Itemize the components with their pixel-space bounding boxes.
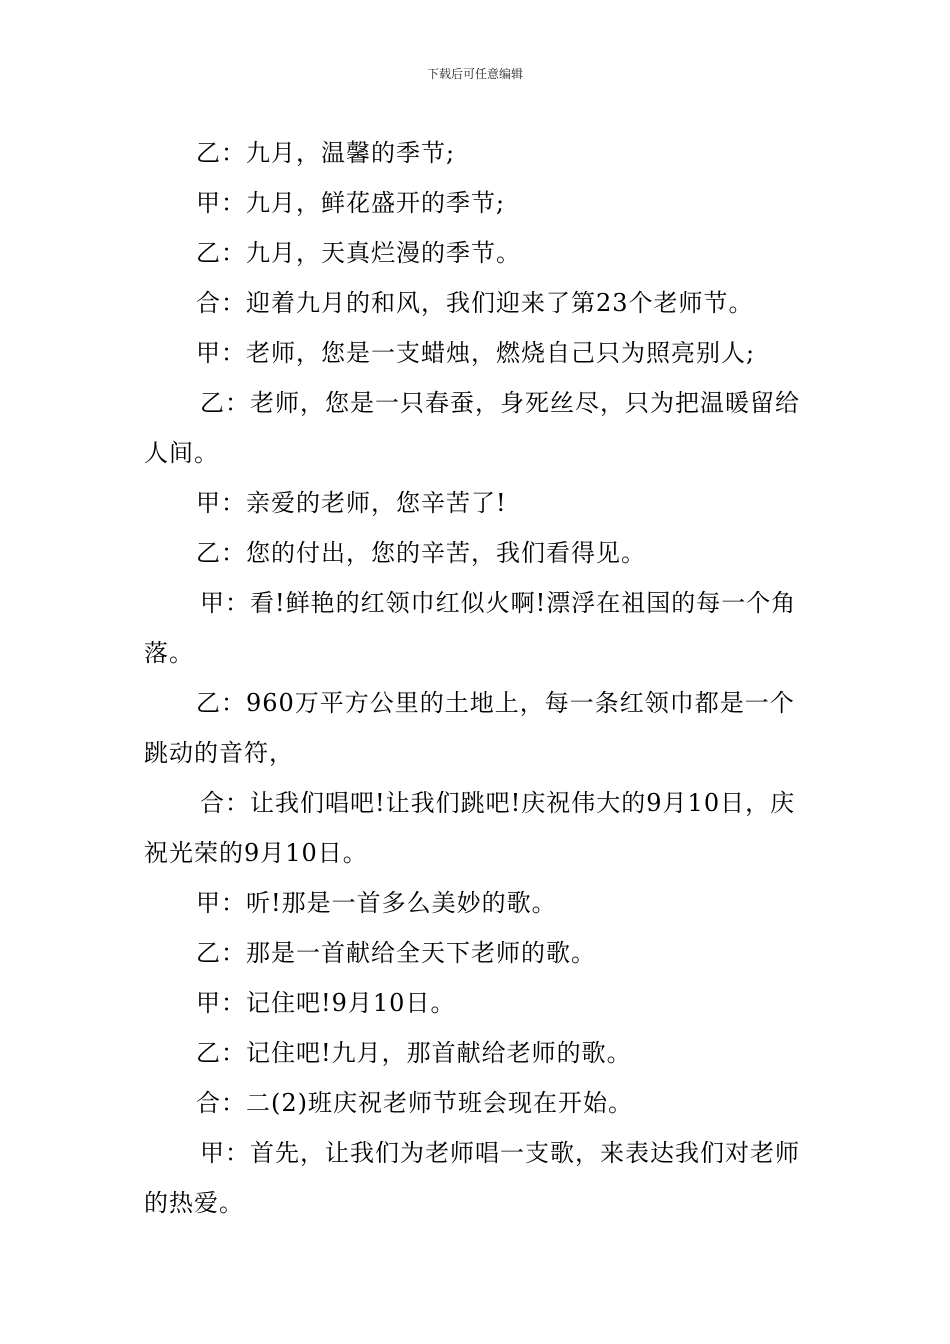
dialogue-line: 甲：亲爱的老师，您辛苦了!: [196, 489, 507, 517]
dialogue-line: 甲：看!鲜艳的红领巾红似火啊!漂浮在祖国的每一个角落。: [144, 589, 797, 667]
dialogue-line: 乙：您的付出，您的辛苦，我们看得见。: [196, 539, 646, 567]
dialogue-line: 甲：听!那是一首多么美妙的歌。: [196, 889, 557, 917]
dialogue-line: 乙：960万平方公里的土地上，每一条红领巾都是一个跳动的音符，: [144, 689, 795, 767]
dialogue-line: 合：迎着九月的和风，我们迎来了第23个老师节。: [196, 289, 754, 317]
header-note: 下载后可任意编辑: [426, 67, 523, 81]
dialogue-line: 甲：记住吧!9月10日。: [196, 989, 456, 1017]
dialogue-line: 合：二(2)班庆祝老师节班会现在开始。: [196, 1089, 633, 1117]
dialogue-line: 乙：那是一首献给全天下老师的歌。: [196, 939, 596, 967]
dialogue-line: 甲：九月，鲜花盛开的季节;: [196, 189, 506, 217]
dialogue-line: 甲：首先，让我们为老师唱一支歌，来表达我们对老师的热爱。: [144, 1139, 800, 1217]
dialogue-line: 合：让我们唱吧!让我们跳吧!庆祝伟大的9月10日，庆祝光荣的9月10日。: [144, 789, 796, 867]
dialogue-line: 乙：老师，您是一只春蚕，身死丝尽，只为把温暖留给人间。: [144, 389, 800, 467]
dialogue-line: 甲：老师，您是一支蜡烛，燃烧自己只为照亮别人;: [196, 339, 756, 367]
dialogue-line: 乙：九月，温馨的季节;: [196, 139, 456, 167]
document-body: [144, 128, 808, 1228]
dialogue-line: 乙：九月，天真烂漫的季节。: [196, 239, 521, 267]
dialogue-line: 乙：记住吧!九月，那首献给老师的歌。: [196, 1039, 632, 1067]
